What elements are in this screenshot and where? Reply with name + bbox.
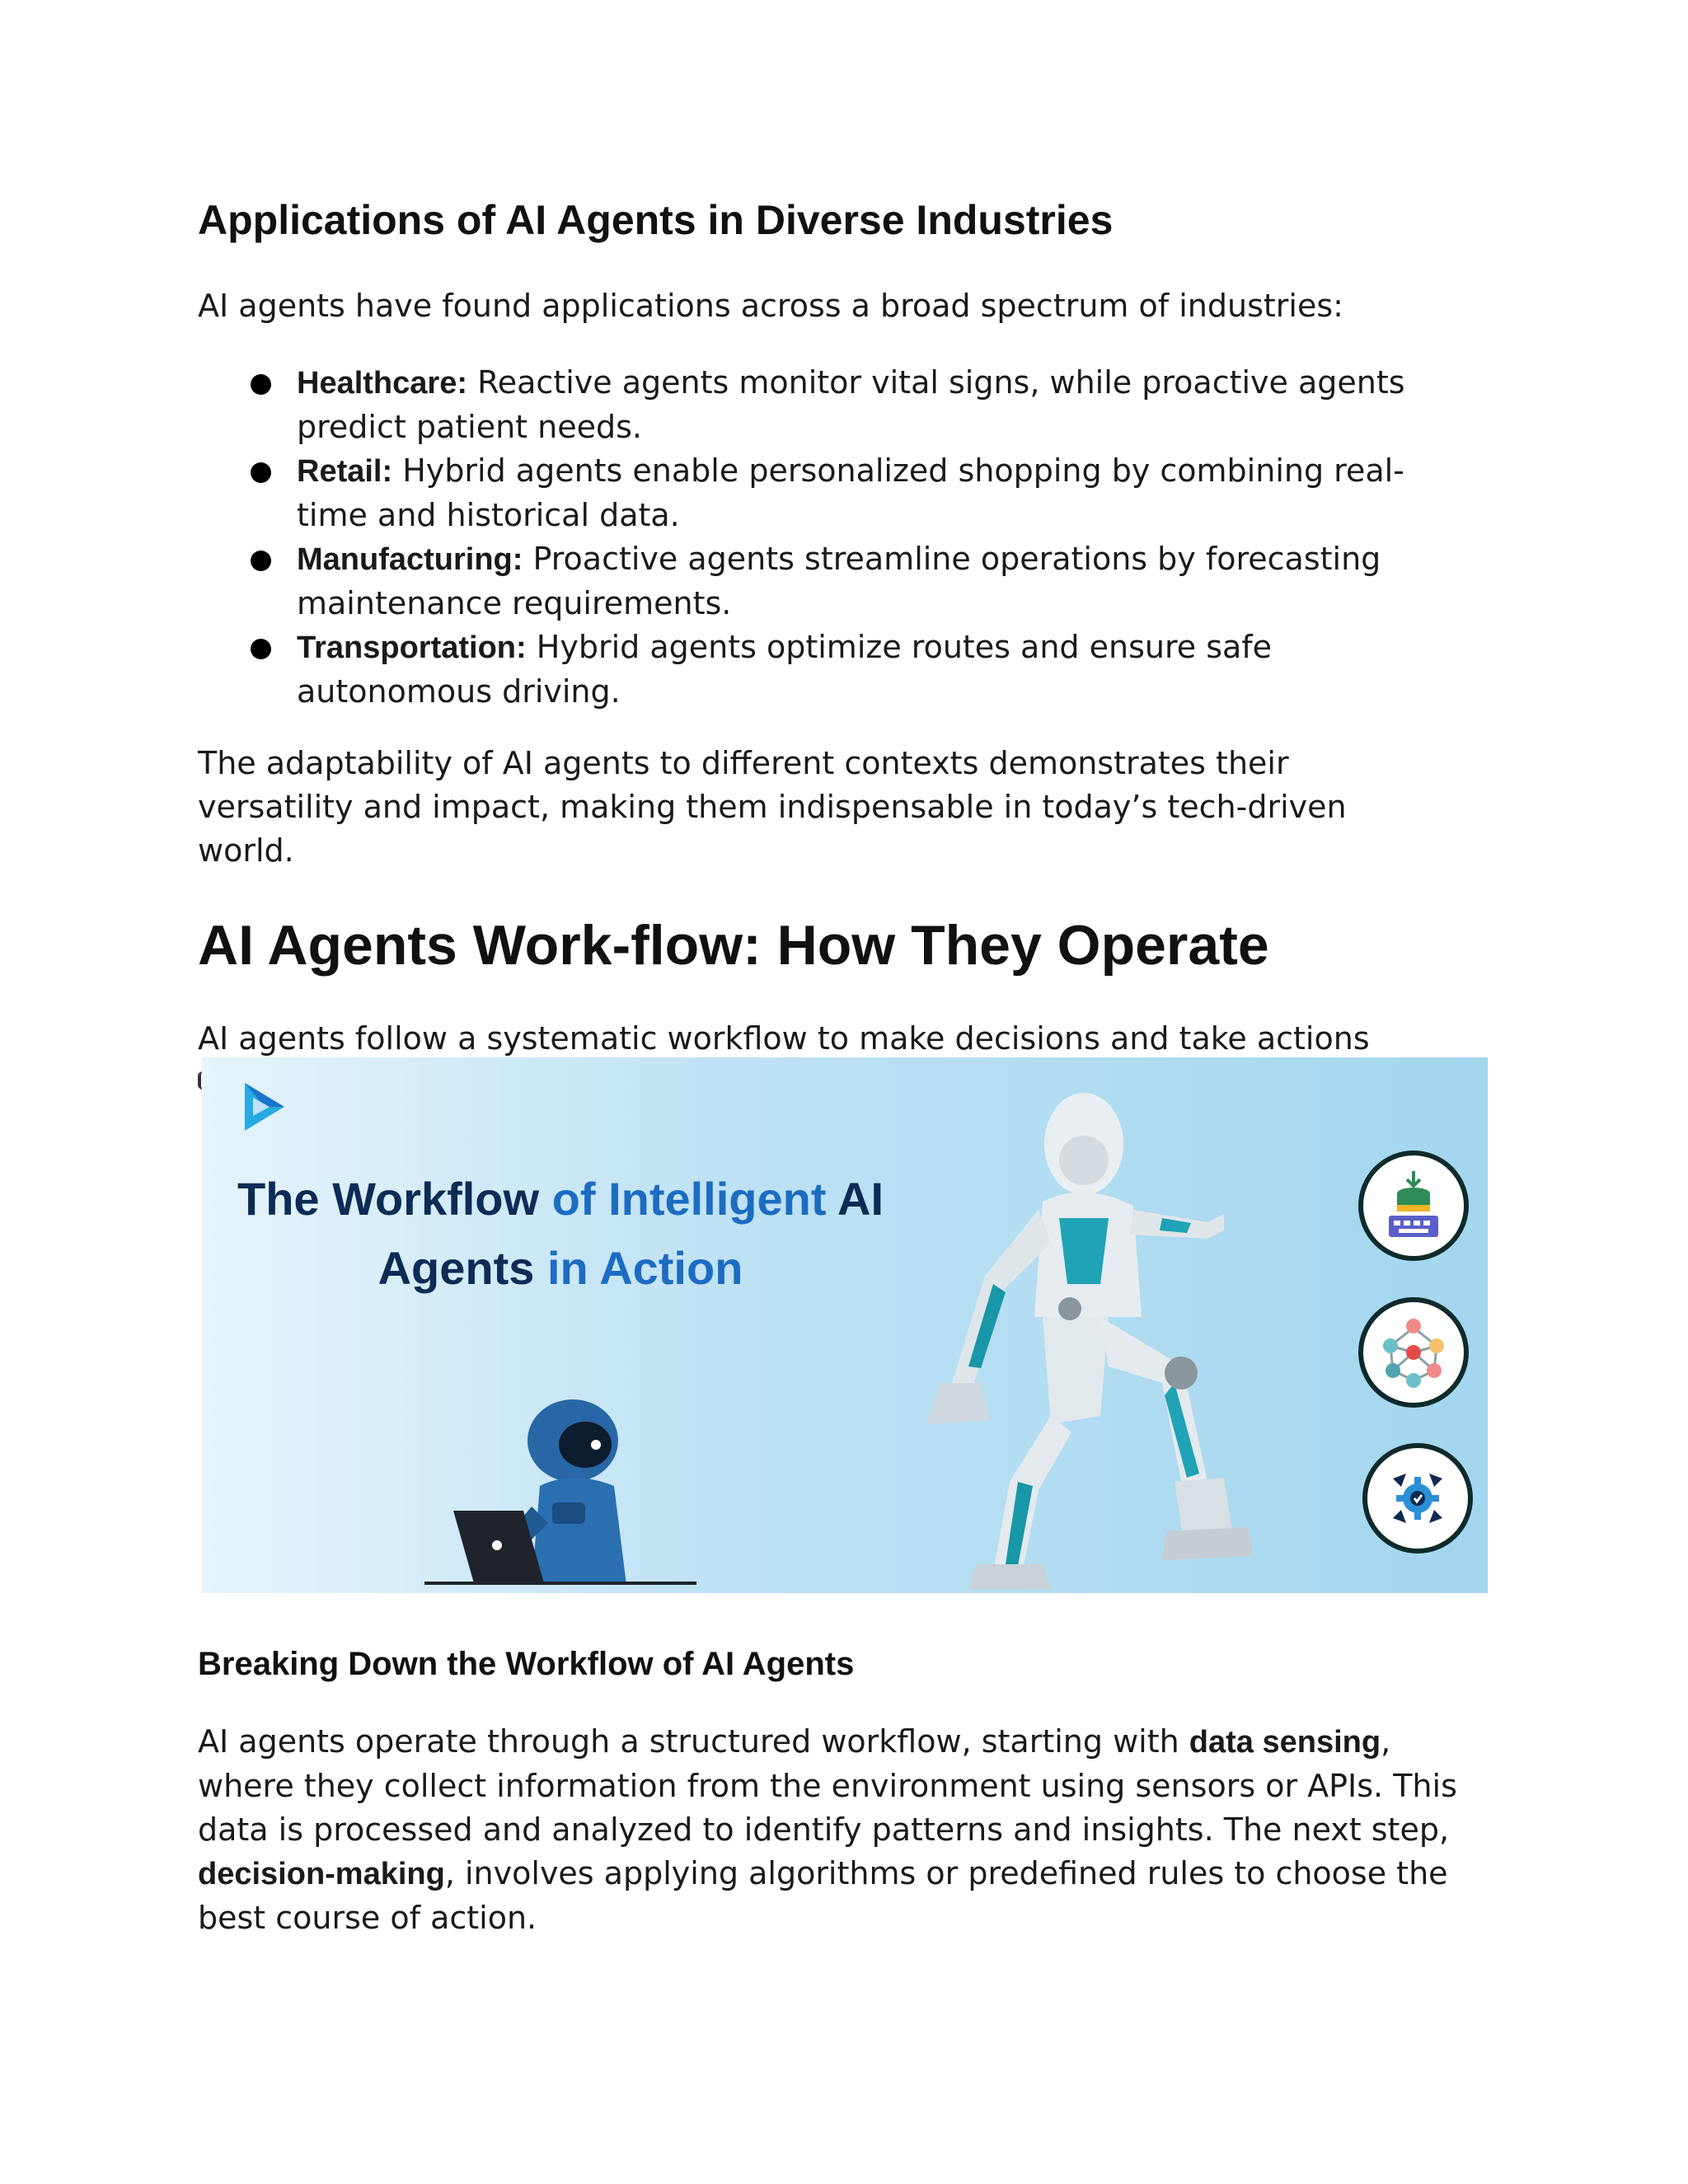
list-item: Transportation: Hybrid agents optimize routes and ensure safe autonomous driving. — [198, 626, 1418, 714]
bullet-icon — [251, 551, 271, 571]
play-logo-icon — [235, 1078, 293, 1136]
database-keyboard-icon — [1356, 1148, 1471, 1263]
gear-cycle-icon — [1360, 1441, 1475, 1556]
workflow-intro: AI agents follow a systematic workflow to make decisions and take actions — [198, 1020, 1370, 1057]
bold-term: data sensing — [1189, 1725, 1381, 1760]
section-heading-breakdown: Breaking Down the Workflow of AI Agents — [198, 1646, 855, 1682]
bullet-icon — [251, 639, 271, 659]
network-nodes-icon — [1356, 1295, 1471, 1410]
banner-title: The Workflow of Intelligent AI Agents in Action — [237, 1173, 884, 1294]
workflow-banner-image — [202, 1057, 1488, 1593]
humanoid-robot-illustration — [837, 1070, 1298, 1593]
bullet-icon — [251, 374, 271, 395]
bullet-icon — [251, 462, 271, 483]
list-item: Manufacturing: Proactive agents streamline operations by forecasting maintenance requirements. — [198, 537, 1418, 626]
bold-term: decision-making — [198, 1857, 445, 1891]
section-heading-workflow: AI Agents Work-flow: How They Operate — [198, 914, 1269, 977]
laptop-robot-illustration — [408, 1362, 705, 1593]
applications-intro: AI agents have found applications across a broad spectrum of industries: — [198, 288, 1343, 324]
list-item: Healthcare: Reactive agents monitor vital signs, while proactive agents predict patient needs. — [198, 361, 1418, 449]
industries-list — [198, 361, 1418, 714]
breakdown-paragraph: AI agents operate through a structured workflow, starting with data sensing, where they collect information from the environment using sensors or APIs. This data is processed and analyzed to identify patterns and insights. The next step, decision-making, involves applying algorithms or predefined rules to choose the best course of action. — [198, 1723, 1457, 1936]
applications-conclusion: The adaptability of AI agents to different contexts demonstrates their versatility and impact, making them indispensable in today’s tech-driven world. — [198, 745, 1347, 869]
section-heading-applications: Applications of AI Agents in Diverse Industries — [198, 197, 1114, 243]
list-item: Retail: Hybrid agents enable personalized shopping by combining real-time and historical data. — [198, 449, 1418, 537]
